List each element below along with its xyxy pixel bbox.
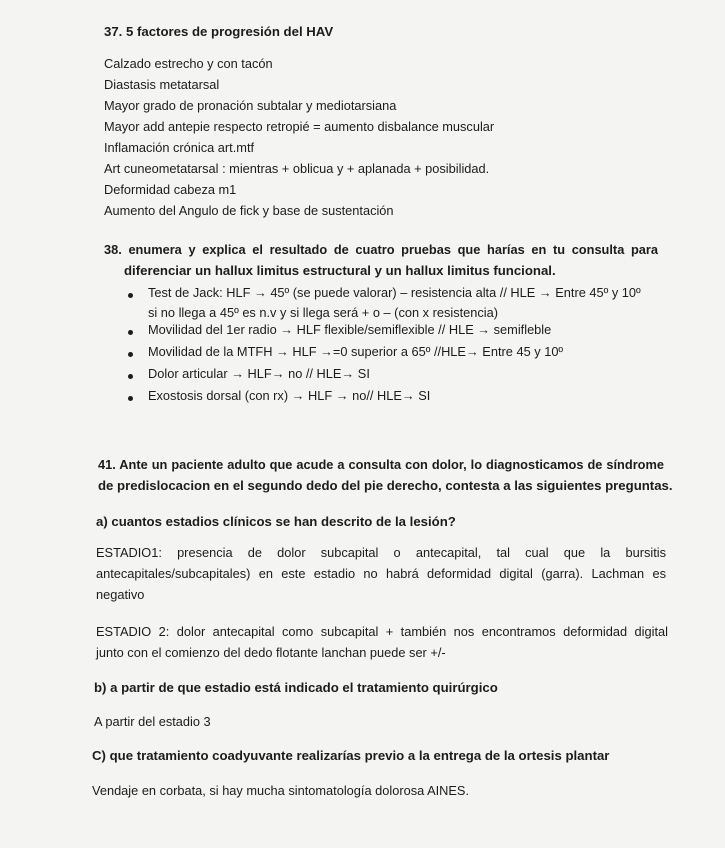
bullet-icon: [128, 396, 133, 401]
estadio2-line: junto con el comienzo del dedo flotante lanchan puede ser +/-: [96, 645, 446, 660]
question-a: a) cuantos estadios clínicos se han descrito de la lesión?: [96, 514, 456, 529]
section-37-line: Art cuneometatarsal : mientras + oblicua y + aplanada + posibilidad.: [104, 161, 490, 176]
answer-c: Vendaje en corbata, si hay mucha sintomatología dolorosa AINES.: [92, 783, 470, 798]
bullet-item-cont: si no llega a 45º es n.v y si llega será + o – (con x resistencia): [148, 305, 499, 320]
bullet-item: Movilidad de la MTFH → HLF →=0 superior a 65º //HLE→ Entre 45 y 10º: [148, 344, 564, 359]
section-41-title: 41. Ante un paciente adulto que acude a consulta con dolor, lo diagnosticamos de síndrome: [98, 457, 664, 472]
section-38-title: 38. enumera y explica el resultado de cuatro pruebas que harías en tu consulta para: [104, 242, 658, 257]
bullet-icon: [128, 374, 133, 379]
section-37-line: Mayor grado de pronación subtalar y mediotarsiana: [104, 98, 397, 113]
bullet-icon: [128, 330, 133, 335]
bullet-item: Dolor articular → HLF→ no // HLE→ SI: [148, 366, 370, 381]
section-37-line: Aumento del Angulo de fick y base de sustentación: [104, 203, 394, 218]
bullet-icon: [128, 352, 133, 357]
bullet-item: Movilidad del 1er radio → HLF flexible/semiflexible // HLE → semifleble: [148, 322, 552, 337]
estadio2-line: ESTADIO 2: dolor antecapital como subcapital + también nos encontramos deformidad digital: [96, 624, 668, 639]
section-37-line: Mayor add antepie respecto retropié = aumento disbalance muscular: [104, 119, 495, 134]
section-37-line: Deformidad cabeza m1: [104, 182, 237, 197]
answer-b: A partir del estadio 3: [94, 714, 211, 729]
bullet-item: Test de Jack: HLF → 45º (se puede valorar) – resistencia alta // HLE → Entre 45º y 10º: [148, 285, 641, 300]
question-c: C) que tratamiento coadyuvante realizarías previo a la entrega de la ortesis plantar: [92, 748, 610, 763]
bullet-icon: [128, 293, 133, 298]
section-37-line: Diastasis metatarsal: [104, 77, 220, 92]
question-b: b) a partir de que estadio está indicado el tratamiento quirúrgico: [94, 680, 498, 695]
estadio1-line: ESTADIO1: presencia de dolor subcapital o antecapital, tal cual que la bursitis: [96, 545, 666, 560]
section-38-title-cont: diferenciar un hallux limitus estructural y un hallux limitus funcional.: [124, 263, 556, 278]
bullet-item: Exostosis dorsal (con rx) → HLF → no// HLE→ SI: [148, 388, 431, 403]
section-37-line: Inflamación crónica art.mtf: [104, 140, 255, 155]
section-37-title: 37. 5 factores de progresión del HAV: [104, 24, 334, 39]
estadio1-line: antecapitales/subcapitales) en este estadio no habrá deformidad digital (garra). Lachman es: [96, 566, 666, 581]
section-41-title-cont: de predislocacion en el segundo dedo del pie derecho, contesta a las siguientes preguntas.: [98, 478, 673, 493]
section-37-line: Calzado estrecho y con tacón: [104, 56, 273, 71]
estadio1-line: negativo: [96, 587, 145, 602]
